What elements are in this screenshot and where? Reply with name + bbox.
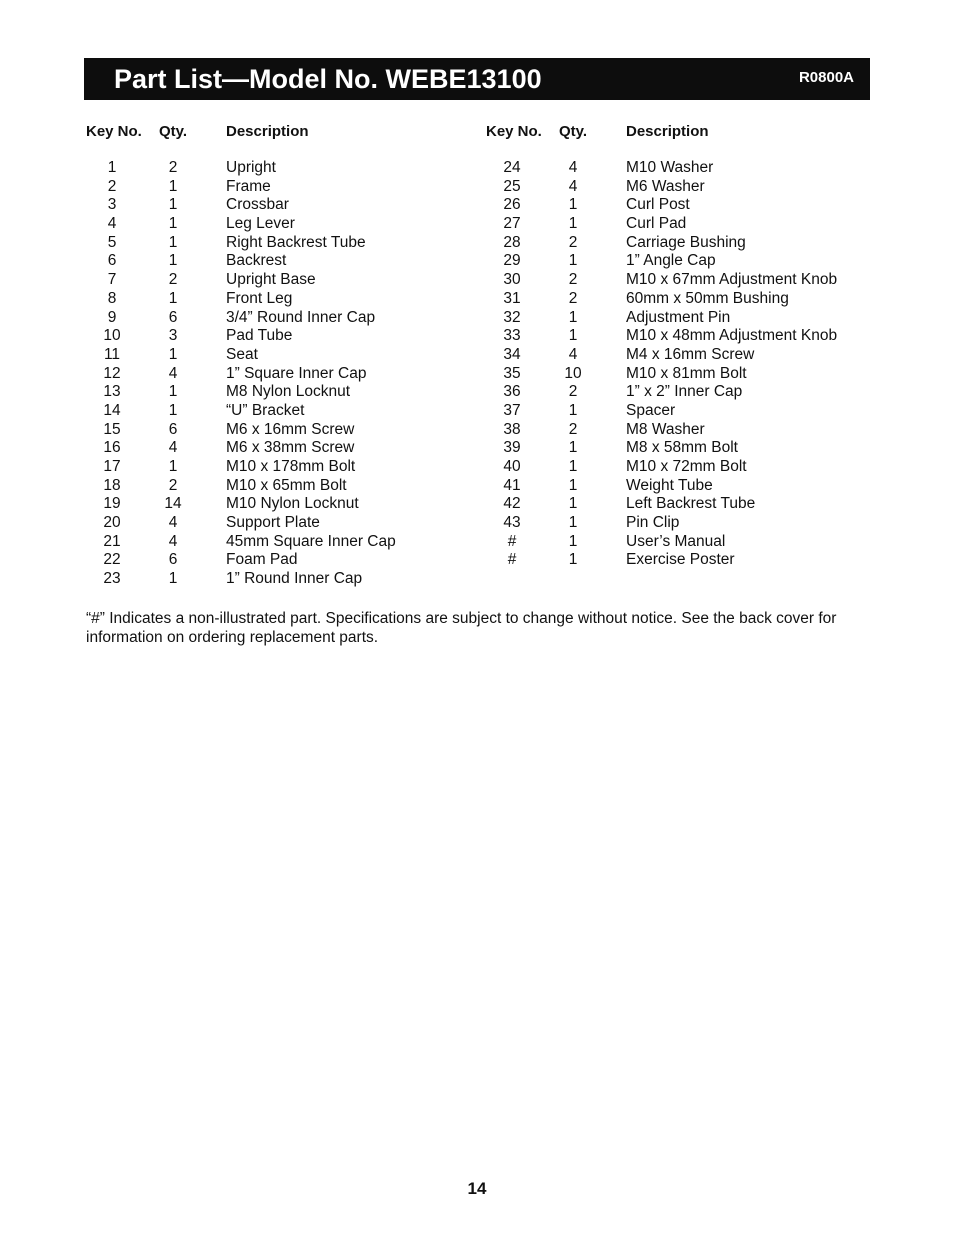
parts-table-left xyxy=(86,122,486,589)
part-key-number: 5 xyxy=(107,233,117,251)
part-description: 3/4” Round Inner Cap xyxy=(226,308,376,326)
table-row xyxy=(486,383,886,402)
part-quantity: 1 xyxy=(168,233,178,251)
table-row xyxy=(86,439,486,458)
part-description: Pad Tube xyxy=(226,327,293,345)
part-description: Weight Tube xyxy=(626,476,713,494)
part-quantity: 4 xyxy=(168,364,178,382)
part-quantity: 3 xyxy=(168,327,178,345)
part-description: 1” x 2” Inner Cap xyxy=(626,383,743,401)
table-row xyxy=(86,327,486,346)
part-description: Support Plate xyxy=(226,514,320,532)
table-row xyxy=(486,290,886,309)
part-quantity: 1 xyxy=(568,476,578,494)
part-description: Pin Clip xyxy=(626,514,680,532)
part-quantity: 1 xyxy=(168,570,178,588)
part-key-number: 29 xyxy=(503,252,521,270)
part-key-number: 6 xyxy=(107,252,117,270)
table-row xyxy=(86,215,486,234)
column-header-description: Description xyxy=(226,123,309,140)
part-key-number: 42 xyxy=(503,495,521,513)
part-key-number: 30 xyxy=(503,271,521,289)
table-row xyxy=(86,495,486,514)
table-row xyxy=(486,495,886,514)
part-key-number: 15 xyxy=(103,420,121,438)
document-code: R0800A xyxy=(798,69,854,86)
part-description: User’s Manual xyxy=(626,532,726,550)
table-row xyxy=(486,196,886,215)
part-key-number: 7 xyxy=(107,271,117,289)
part-description: M10 Washer xyxy=(626,159,714,176)
part-description: Curl Pad xyxy=(626,215,687,233)
table-header xyxy=(486,122,886,142)
column-header-description: Description xyxy=(626,123,709,140)
table-row xyxy=(86,383,486,402)
table-row xyxy=(86,234,486,253)
part-key-number: 27 xyxy=(503,215,521,233)
part-key-number: 31 xyxy=(503,289,521,307)
part-description: M4 x 16mm Screw xyxy=(626,345,755,363)
part-description: M6 x 38mm Screw xyxy=(226,439,355,457)
part-quantity: 6 xyxy=(168,551,178,569)
table-body xyxy=(86,159,486,589)
column-header-qty: Qty. xyxy=(559,123,588,140)
part-quantity: 2 xyxy=(168,476,178,494)
part-description: Curl Post xyxy=(626,196,690,214)
table-row xyxy=(486,159,886,178)
part-description: M8 Nylon Locknut xyxy=(226,383,351,401)
table-row xyxy=(486,346,886,365)
part-description: M10 x 178mm Bolt xyxy=(226,458,356,475)
part-key-number: 12 xyxy=(103,364,121,382)
part-description: M6 Washer xyxy=(626,177,705,195)
part-quantity: 4 xyxy=(568,159,578,176)
table-row xyxy=(86,271,486,290)
parts-table-right xyxy=(486,122,886,570)
table-header xyxy=(86,122,486,142)
part-description: M10 x 81mm Bolt xyxy=(626,364,747,382)
part-description: Exercise Poster xyxy=(626,551,735,569)
part-key-number: 26 xyxy=(503,196,521,214)
part-key-number: 22 xyxy=(103,551,121,569)
part-key-number: 21 xyxy=(103,532,121,550)
table-row xyxy=(486,402,886,421)
part-quantity: 1 xyxy=(568,308,578,326)
part-quantity: 1 xyxy=(568,439,578,457)
part-description: Frame xyxy=(226,177,271,195)
table-row xyxy=(86,533,486,552)
part-quantity: 4 xyxy=(568,177,578,195)
part-key-number: 35 xyxy=(503,364,521,382)
part-key-number: 13 xyxy=(103,383,121,401)
table-row xyxy=(86,309,486,328)
table-row xyxy=(486,439,886,458)
part-quantity: 1 xyxy=(568,215,578,233)
part-quantity: 1 xyxy=(568,327,578,345)
part-key-number: 18 xyxy=(103,476,121,494)
table-row xyxy=(86,477,486,496)
part-key-number: 40 xyxy=(503,458,521,475)
table-row xyxy=(86,159,486,178)
footnote: “#” Indicates a non-illustrated part. Specifications are subject to change without notice. See the back cover for information on ordering replacement parts. xyxy=(86,610,837,646)
table-row xyxy=(486,215,886,234)
part-description: “U” Bracket xyxy=(226,401,305,419)
part-description: M10 x 48mm Adjustment Knob xyxy=(626,327,838,345)
part-quantity: 4 xyxy=(568,345,578,363)
part-description: Left Backrest Tube xyxy=(626,495,756,513)
table-body xyxy=(486,159,886,570)
part-description: M10 x 65mm Bolt xyxy=(226,476,347,494)
part-key-number: 20 xyxy=(103,514,121,532)
part-description: 45mm Square Inner Cap xyxy=(226,532,396,550)
part-description: M8 Washer xyxy=(626,420,705,438)
part-key-number: 23 xyxy=(103,570,121,588)
table-row xyxy=(86,290,486,309)
part-key-number: 4 xyxy=(107,215,117,233)
table-row xyxy=(86,346,486,365)
table-row xyxy=(486,309,886,328)
page-number: 14 xyxy=(467,1179,487,1198)
table-row xyxy=(86,365,486,384)
table-row xyxy=(86,458,486,477)
part-description: Foam Pad xyxy=(226,551,298,569)
table-row xyxy=(86,402,486,421)
part-description: M8 x 58mm Bolt xyxy=(626,439,738,457)
part-key-number: 38 xyxy=(503,420,521,438)
table-row xyxy=(486,477,886,496)
table-row xyxy=(86,514,486,533)
part-quantity: 1 xyxy=(568,252,578,270)
part-quantity: 1 xyxy=(568,495,578,513)
part-key-number: 9 xyxy=(107,308,117,326)
part-key-number: 14 xyxy=(103,401,121,419)
part-key-number: 17 xyxy=(103,458,121,475)
part-quantity: 1 xyxy=(568,458,578,475)
table-row xyxy=(486,514,886,533)
part-key-number: 11 xyxy=(103,345,121,363)
part-key-number: 43 xyxy=(503,514,521,532)
part-key-number: 10 xyxy=(103,327,121,345)
part-quantity: 1 xyxy=(568,514,578,532)
part-key-number: # xyxy=(507,532,517,550)
part-quantity: 2 xyxy=(568,420,578,438)
part-description: Upright Base xyxy=(226,271,316,289)
part-key-number: 24 xyxy=(503,159,521,176)
part-description: M10 x 72mm Bolt xyxy=(626,458,747,475)
part-quantity: 6 xyxy=(168,308,178,326)
part-quantity: 2 xyxy=(568,383,578,401)
part-quantity: 1 xyxy=(168,252,178,270)
part-key-number: # xyxy=(507,551,517,569)
table-row xyxy=(486,234,886,253)
table-row xyxy=(486,252,886,271)
part-description: 1” Angle Cap xyxy=(626,252,716,270)
column-header-qty: Qty. xyxy=(159,123,188,140)
part-quantity: 2 xyxy=(168,159,178,176)
part-key-number: 32 xyxy=(503,308,521,326)
part-description: Backrest xyxy=(226,252,287,270)
part-quantity: 2 xyxy=(568,233,578,251)
part-quantity: 1 xyxy=(568,551,578,569)
part-key-number: 8 xyxy=(107,289,117,307)
part-key-number: 34 xyxy=(503,345,521,363)
table-row xyxy=(486,458,886,477)
part-description: M10 x 67mm Adjustment Knob xyxy=(626,271,838,289)
part-description: Leg Lever xyxy=(226,215,295,233)
part-quantity: 1 xyxy=(568,532,578,550)
part-quantity: 1 xyxy=(168,196,178,214)
part-key-number: 33 xyxy=(503,327,521,345)
part-key-number: 28 xyxy=(503,233,521,251)
part-key-number: 25 xyxy=(503,177,521,195)
part-quantity: 6 xyxy=(168,420,178,438)
table-row xyxy=(486,178,886,197)
table-row xyxy=(486,533,886,552)
column-header-key: Key No. xyxy=(486,123,542,140)
table-row xyxy=(486,365,886,384)
part-key-number: 19 xyxy=(103,495,121,513)
part-quantity: 4 xyxy=(168,514,178,532)
table-row xyxy=(486,551,886,570)
title-bar xyxy=(84,58,870,100)
part-key-number: 2 xyxy=(107,177,117,195)
part-quantity: 4 xyxy=(168,532,178,550)
part-quantity: 14 xyxy=(164,495,182,513)
part-quantity: 1 xyxy=(568,196,578,214)
part-description: Upright xyxy=(226,159,276,176)
part-key-number: 41 xyxy=(503,476,521,494)
table-row xyxy=(486,327,886,346)
part-description: 1” Round Inner Cap xyxy=(226,570,363,588)
part-description: Right Backrest Tube xyxy=(226,233,366,251)
part-description: Front Leg xyxy=(226,289,293,307)
part-quantity: 1 xyxy=(168,345,178,363)
part-quantity: 1 xyxy=(168,177,178,195)
part-key-number: 39 xyxy=(503,439,521,457)
part-key-number: 16 xyxy=(103,439,121,457)
table-row xyxy=(86,178,486,197)
part-quantity: 2 xyxy=(568,289,578,307)
part-quantity: 1 xyxy=(168,458,178,475)
part-quantity: 4 xyxy=(168,439,178,457)
part-quantity: 10 xyxy=(564,364,582,382)
page-title: Part List—Model No. WEBE13100 xyxy=(114,64,542,94)
table-row xyxy=(86,252,486,271)
table-row xyxy=(86,421,486,440)
table-row xyxy=(486,271,886,290)
part-quantity: 1 xyxy=(568,401,578,419)
part-quantity: 1 xyxy=(168,215,178,233)
part-quantity: 1 xyxy=(168,289,178,307)
column-header-key: Key No. xyxy=(86,123,142,140)
part-key-number: 3 xyxy=(107,196,117,214)
part-description: Spacer xyxy=(626,401,676,419)
part-description: M10 Nylon Locknut xyxy=(226,495,359,513)
part-quantity: 1 xyxy=(168,383,178,401)
part-description: Crossbar xyxy=(226,196,289,214)
table-row xyxy=(86,570,486,589)
table-row xyxy=(86,196,486,215)
part-description: Adjustment Pin xyxy=(626,308,731,326)
table-row xyxy=(486,421,886,440)
part-description: Carriage Bushing xyxy=(626,233,746,251)
part-quantity: 1 xyxy=(168,401,178,419)
part-description: 60mm x 50mm Bushing xyxy=(626,289,789,307)
part-key-number: 36 xyxy=(503,383,521,401)
part-key-number: 1 xyxy=(107,159,117,176)
part-quantity: 2 xyxy=(568,271,578,289)
part-description: 1” Square Inner Cap xyxy=(226,364,367,382)
part-description: Seat xyxy=(226,345,258,363)
table-row xyxy=(86,551,486,570)
part-quantity: 2 xyxy=(168,271,178,289)
part-description: M6 x 16mm Screw xyxy=(226,420,355,438)
part-key-number: 37 xyxy=(503,401,521,419)
